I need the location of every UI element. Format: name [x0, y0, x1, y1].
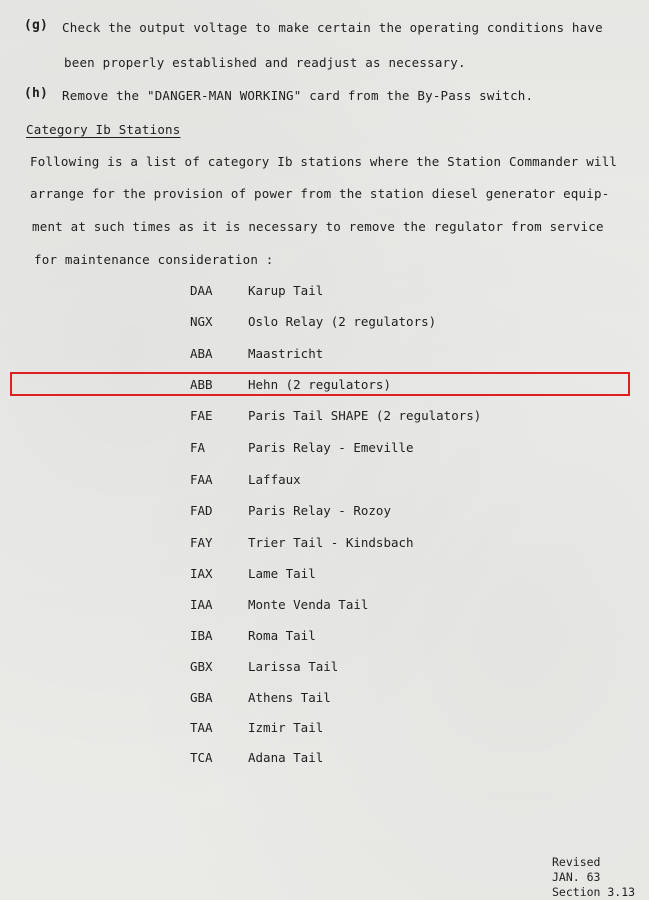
- station-name: Laffaux: [248, 472, 301, 487]
- item-h-line-1: Remove the "DANGER-MAN WORKING" card from the By-Pass switch.: [62, 88, 534, 103]
- station-name: Paris Relay - Emeville: [248, 440, 414, 455]
- item-g-marker: (g): [24, 18, 49, 33]
- station-name: Oslo Relay (2 regulators): [248, 314, 437, 329]
- footer-date: JAN. 63: [552, 870, 601, 884]
- station-code: NGX: [190, 314, 213, 329]
- station-name: Trier Tail - Kindsbach: [248, 535, 414, 550]
- station-name: Lame Tail: [248, 566, 316, 581]
- station-code: DAA: [190, 283, 213, 298]
- station-name: Paris Tail SHAPE (2 regulators): [248, 408, 482, 423]
- station-name: Karup Tail: [248, 283, 324, 298]
- station-code: IAA: [190, 597, 213, 612]
- station-name: Roma Tail: [248, 628, 316, 643]
- station-name: Paris Relay - Rozoy: [248, 503, 391, 518]
- footer-revised: Revised: [552, 855, 601, 869]
- intro-line-4: for maintenance consideration :: [34, 252, 274, 267]
- station-code: FAE: [190, 408, 213, 423]
- station-code: FAA: [190, 472, 213, 487]
- item-g-line-2: been properly established and readjust as necessary.: [64, 55, 466, 70]
- intro-line-2: arrange for the provision of power from the station diesel generator equip-: [30, 186, 610, 201]
- station-code: FA: [190, 440, 206, 455]
- station-code: ABA: [190, 346, 213, 361]
- footer-section: Section 3.13: [552, 885, 636, 899]
- station-code: TCA: [190, 750, 213, 765]
- station-code: GBA: [190, 690, 213, 705]
- station-name: Adana Tail: [248, 750, 324, 765]
- station-name: Hehn (2 regulators): [248, 377, 391, 392]
- station-code: GBX: [190, 659, 213, 674]
- station-code: ABB: [190, 377, 213, 392]
- station-code: FAY: [190, 535, 213, 550]
- station-name: Monte Venda Tail: [248, 597, 369, 612]
- station-name: Athens Tail: [248, 690, 331, 705]
- item-g-line-1: Check the output voltage to make certain the operating conditions have: [62, 20, 603, 35]
- intro-line-1: Following is a list of category Ib stations where the Station Commander will: [30, 154, 618, 169]
- item-h-marker: (h): [24, 86, 49, 101]
- station-name: Izmir Tail: [248, 720, 324, 735]
- revision-footer: [552, 855, 635, 900]
- station-code: IBA: [190, 628, 213, 643]
- station-code: TAA: [190, 720, 213, 735]
- station-code: FAD: [190, 503, 213, 518]
- section-heading: Category Ib Stations: [26, 122, 181, 137]
- intro-line-3: ment at such times as it is necessary to remove the regulator from service: [32, 219, 604, 234]
- station-name: Maastricht: [248, 346, 324, 361]
- station-code: IAX: [190, 566, 213, 581]
- station-name: Larissa Tail: [248, 659, 339, 674]
